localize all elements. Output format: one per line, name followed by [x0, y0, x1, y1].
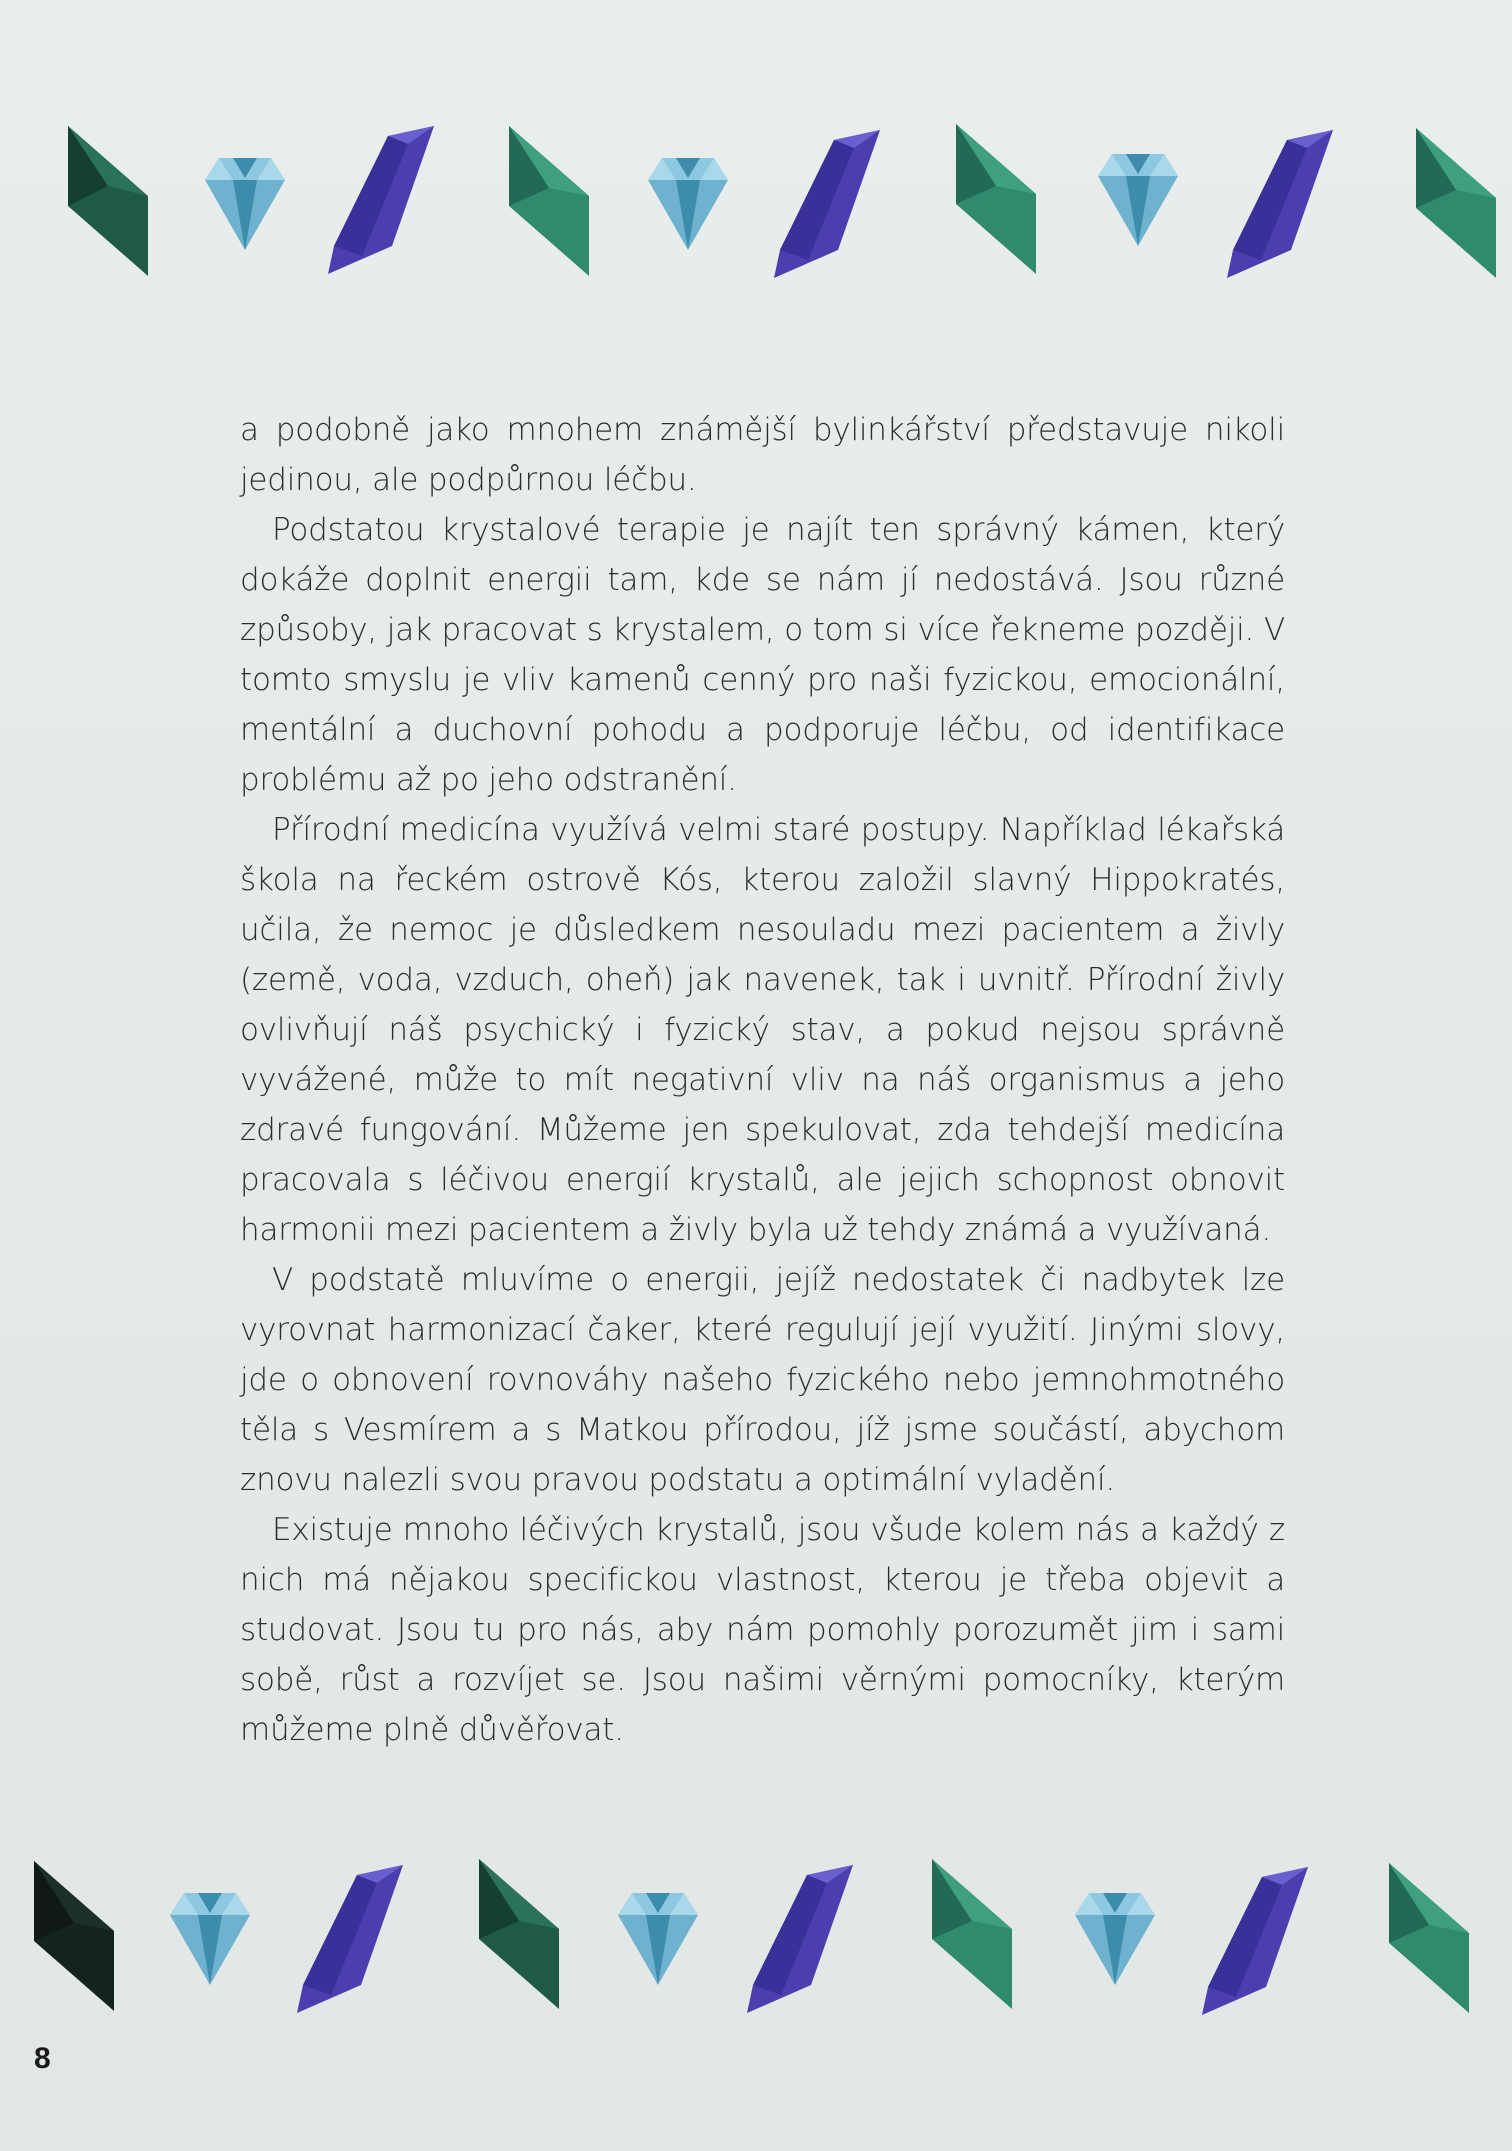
paragraph: Podstatou krystalové terapie je najít ten správný kámen, který dokáže doplnit energii tam, kde se nám jí nedostává. Jsou různé způsoby, jak pracovat s krystalem, o tom si více řekneme později. V tomto smyslu je vliv kamenů cenný pro naši fyzickou, emocionální, mentální a duchovní pohodu a podporuje léčbu, od identifikace problému až po jeho odstranění. [240, 512, 1285, 798]
diamond-icon [205, 158, 285, 250]
paragraph: V podstatě mluvíme o energii, jejíž nedostatek či nadbytek lze vyrovnat harmonizací čaker, které regulují její využití. Jinými slovy, jde o obnovení rovnováhy našeho fyzického nebo jemnohmotného těla s Vesmírem a s Matkou přírodou, jíž jsme součástí, abychom znovu nalezli svou pravou podstatu a optimální vyladění. [240, 1262, 1285, 1498]
green-crystal-icon [475, 1859, 565, 2009]
purple-crystal-icon [772, 130, 882, 278]
green-crystal-icon [1385, 1863, 1475, 2013]
page-number: 8 [34, 2042, 51, 2075]
purple-crystal-icon [745, 1865, 855, 2013]
green-crystal-icon [928, 1859, 1018, 2009]
bottom-gem-border [0, 1855, 1512, 2025]
diamond-icon [648, 158, 728, 250]
green-crystal-icon [952, 124, 1042, 274]
purple-crystal-icon [326, 126, 436, 274]
paragraph: Přírodní medicína využívá velmi staré postupy. Například lékařská škola na řeckém ostrově Kós, kterou založil slavný Hippokratés, učila, že nemoc je důsledkem nesouladu mezi pacientem a živly (země, voda, vzduch, oheň) jak navenek, tak i uvnitř. Přírodní živly ovlivňují náš psychický i fyzický stav, a pokud nejsou správně vyvážené, může to mít negativní vliv na náš organismus a jeho zdravé fungování. Můžeme jen spekulovat, zda tehdejší medicína pracovala s léčivou energií krystalů, ale jejich schopnost obnovit harmonii mezi pacientem a živly byla už tehdy známá a využívaná. [240, 812, 1285, 1248]
green-crystal-icon [62, 126, 152, 276]
body-text [240, 405, 1285, 1755]
top-gem-border [0, 120, 1512, 290]
purple-crystal-icon [1200, 1867, 1310, 2015]
paragraph: a podobně jako mnohem známější bylinkářství představuje nikoli jedinou, ale podpůrnou léčbu. [240, 412, 1285, 498]
diamond-icon [1098, 154, 1178, 246]
green-crystal-icon [30, 1861, 120, 2011]
purple-crystal-icon [295, 1865, 405, 2013]
diamond-icon [170, 1893, 250, 1985]
paragraph: Existuje mnoho léčivých krystalů, jsou všude kolem nás a každý z nich má nějakou specifickou vlastnost, kterou je třeba objevit a studovat. Jsou tu pro nás, aby nám pomohly porozumět jim i sami sobě, růst a rozvíjet se. Jsou našimi věrnými pomocníky, kterým můžeme plně důvěřovat. [240, 1512, 1285, 1748]
green-crystal-icon [1412, 128, 1502, 278]
green-crystal-icon [505, 126, 595, 276]
diamond-icon [618, 1893, 698, 1985]
diamond-icon [1075, 1893, 1155, 1985]
purple-crystal-icon [1225, 130, 1335, 278]
